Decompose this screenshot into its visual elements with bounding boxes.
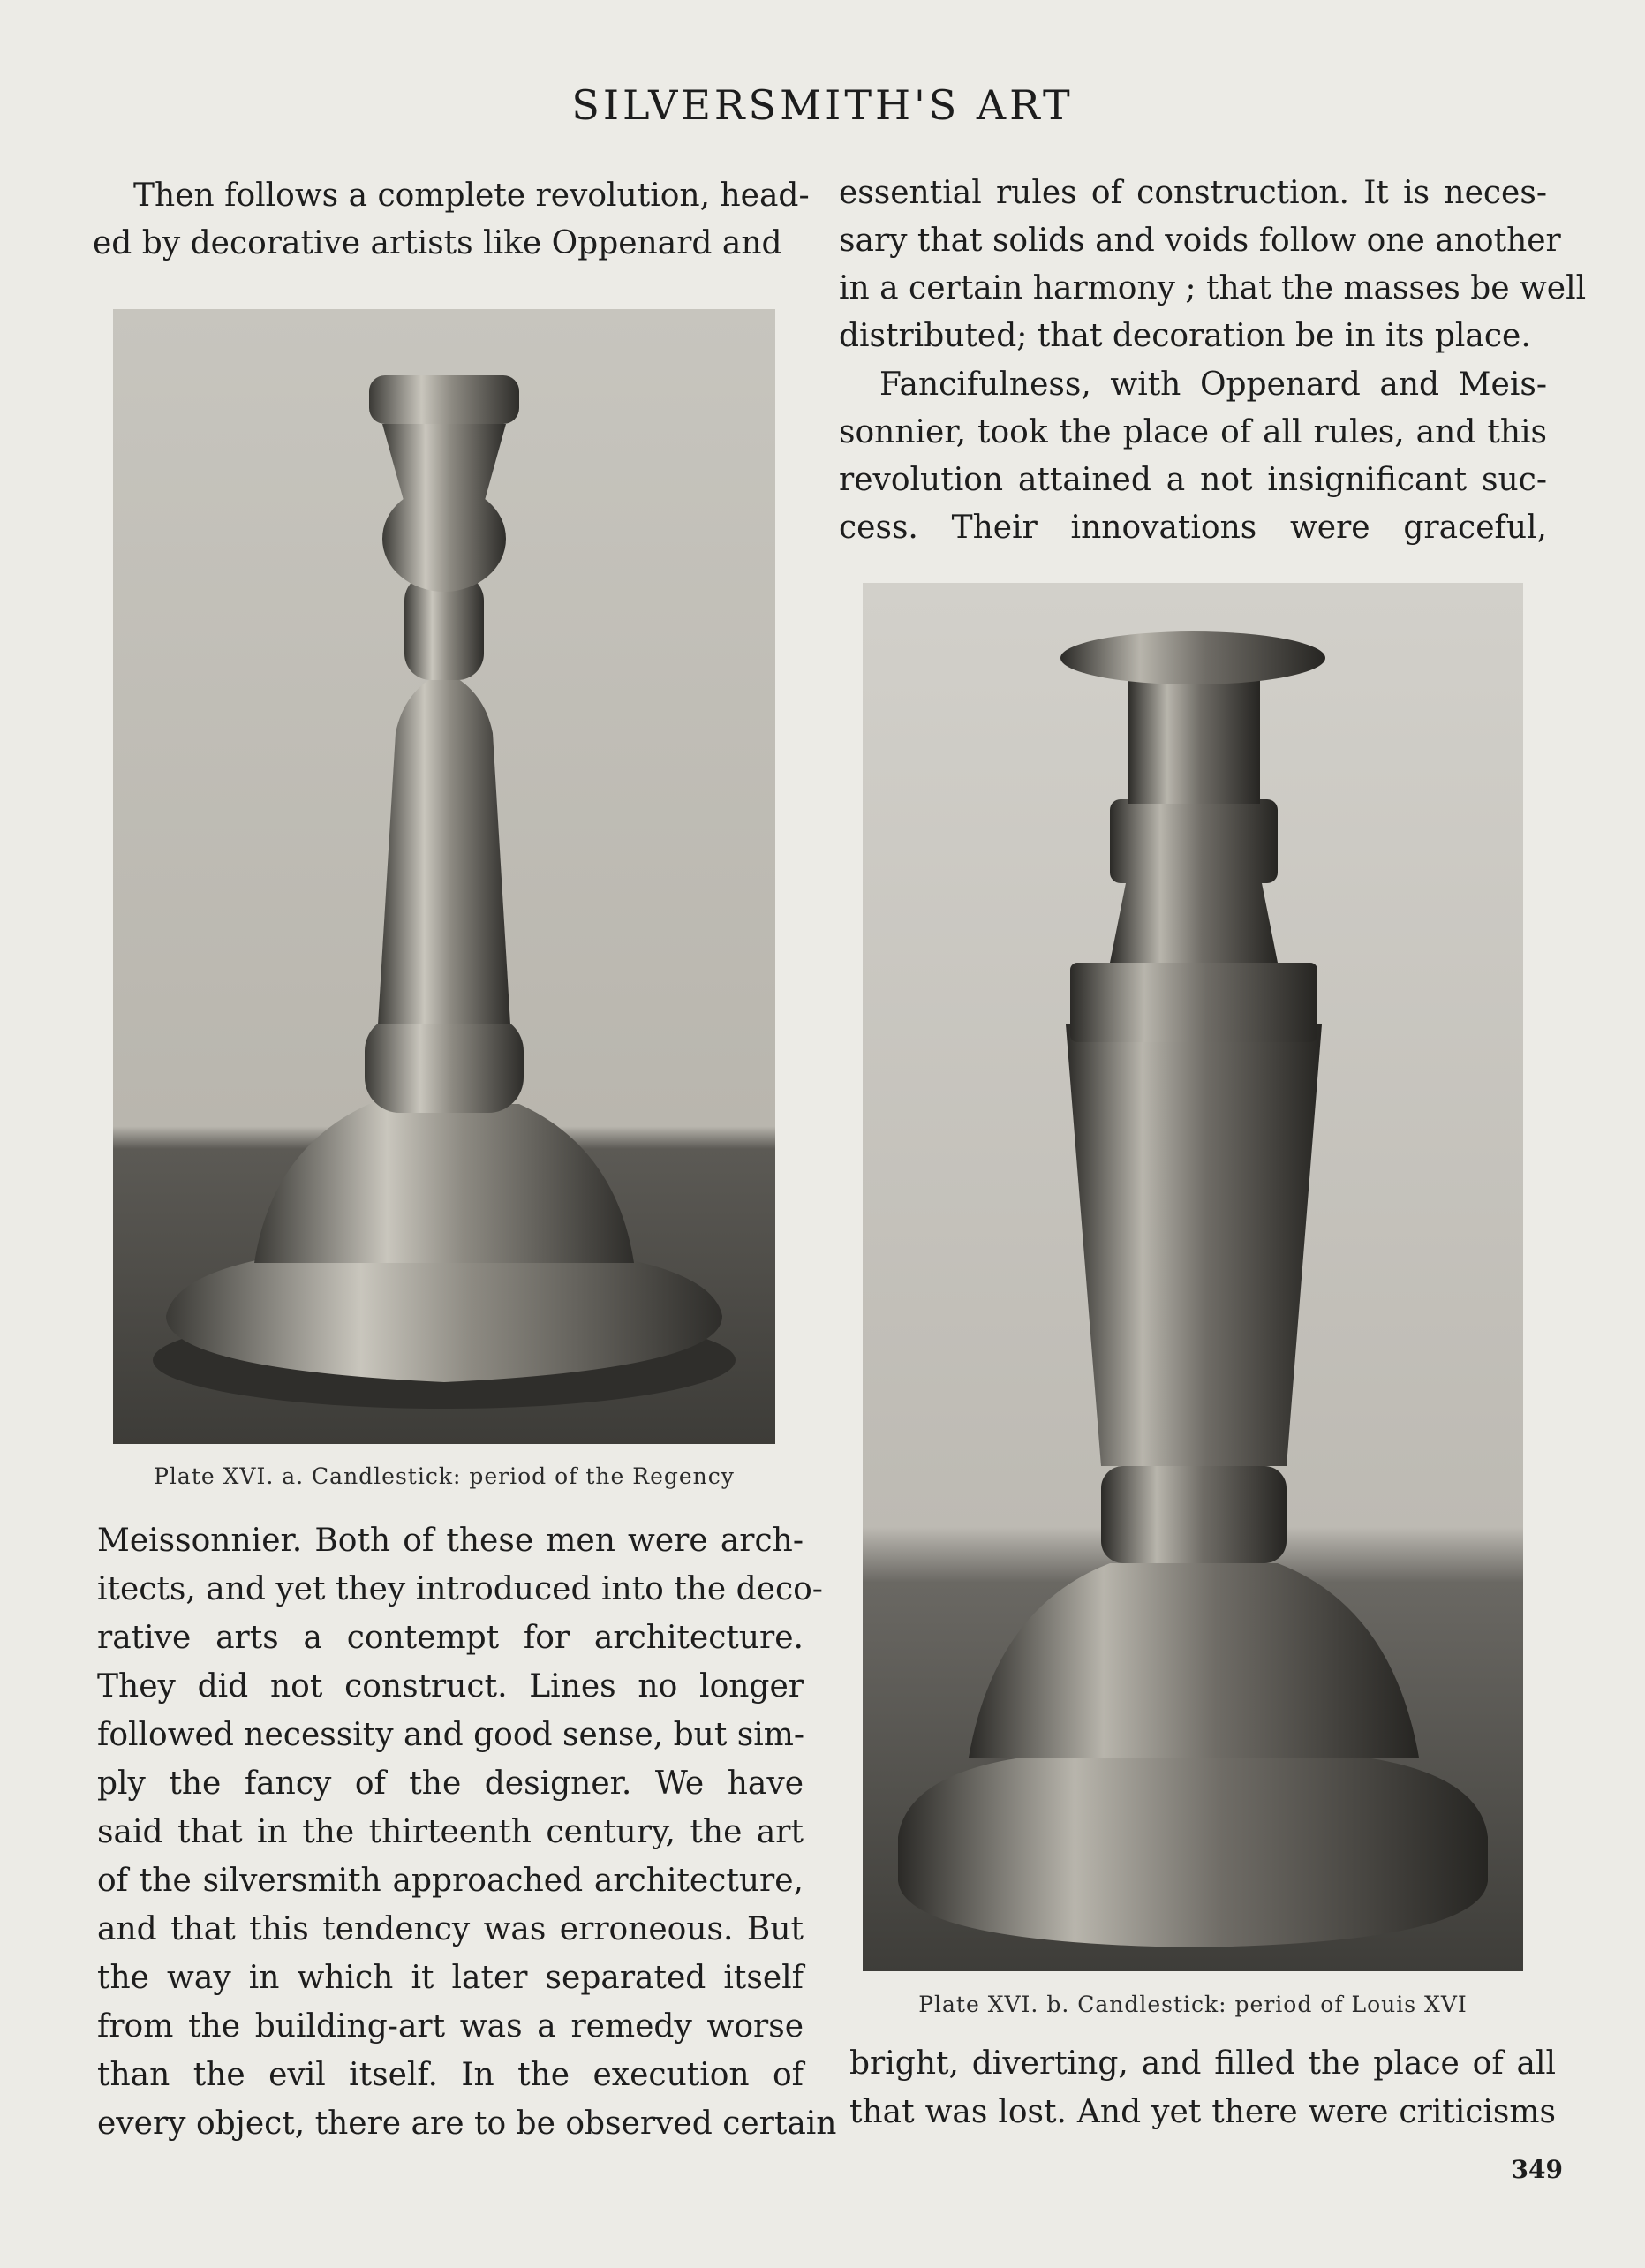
left-bottom-line-7: said that in the thirteenth century, the art <box>97 1814 804 1850</box>
left-top-line-2: ed by decorative artists like Oppenard and <box>93 225 782 261</box>
left-bottom-line-3: rative arts a contempt for architecture. <box>97 1620 804 1656</box>
right-top-line-8: cess. Their innovations were graceful, <box>839 510 1547 546</box>
right-top-line-2: sary that solids and voids follow one another <box>839 223 1561 259</box>
left-top-line-1: Then follows a complete revolution, head- <box>133 178 810 214</box>
plate-b-caption: Plate XVI. b. Candlestick: period of Louis XVI <box>918 1992 1468 2017</box>
candlestick-louis-xvi-illustration <box>863 583 1523 1971</box>
right-bottom-line-1: bright, diverting, and filled the place of all <box>849 2045 1556 2082</box>
left-bottom-line-6: ply the fancy of the designer. We have <box>97 1765 804 1802</box>
left-bottom-line-4: They did not construct. Lines no longer <box>97 1668 804 1705</box>
right-top-line-3: in a certain harmony ; that the masses be well <box>839 270 1587 306</box>
left-bottom-line-8: of the silversmith approached architecture, <box>97 1863 804 1899</box>
left-bottom-line-9: and that this tendency was erroneous. But <box>97 1911 804 1947</box>
right-top-line-7: revolution attained a not insignificant suc- <box>839 462 1547 498</box>
left-bottom-line-1: Meissonnier. Both of these men were arch- <box>97 1523 804 1559</box>
left-bottom-line-12: than the evil itself. In the execution of <box>97 2057 804 2093</box>
plate-a-photo <box>113 309 775 1444</box>
left-bottom-line-10: the way in which it later separated itself <box>97 1960 804 1996</box>
plate-b-photo <box>863 583 1523 1971</box>
plate-a-caption: Plate XVI. a. Candlestick: period of the Regency <box>154 1463 735 1489</box>
right-top-line-1: essential rules of construction. It is neces- <box>839 175 1547 211</box>
page-number: 349 <box>1511 2155 1563 2184</box>
left-bottom-line-13: every object, there are to be observed certain <box>97 2105 837 2142</box>
right-top-line-5: Fancifulness, with Oppenard and Meis- <box>879 367 1547 403</box>
candlestick-regency-illustration <box>113 309 775 1444</box>
left-bottom-line-2: itects, and yet they introduced into the deco- <box>97 1571 823 1607</box>
page-title: SILVERSMITH'S ART <box>571 81 1074 129</box>
left-bottom-line-11: from the building-art was a remedy worse <box>97 2008 804 2045</box>
left-bottom-line-5: followed necessity and good sense, but sim- <box>97 1717 805 1753</box>
right-bottom-line-2: that was lost. And yet there were criticisms <box>849 2094 1556 2130</box>
right-top-line-4: distributed; that decoration be in its place. <box>839 318 1531 354</box>
right-top-line-6: sonnier, took the place of all rules, and this <box>839 414 1547 450</box>
